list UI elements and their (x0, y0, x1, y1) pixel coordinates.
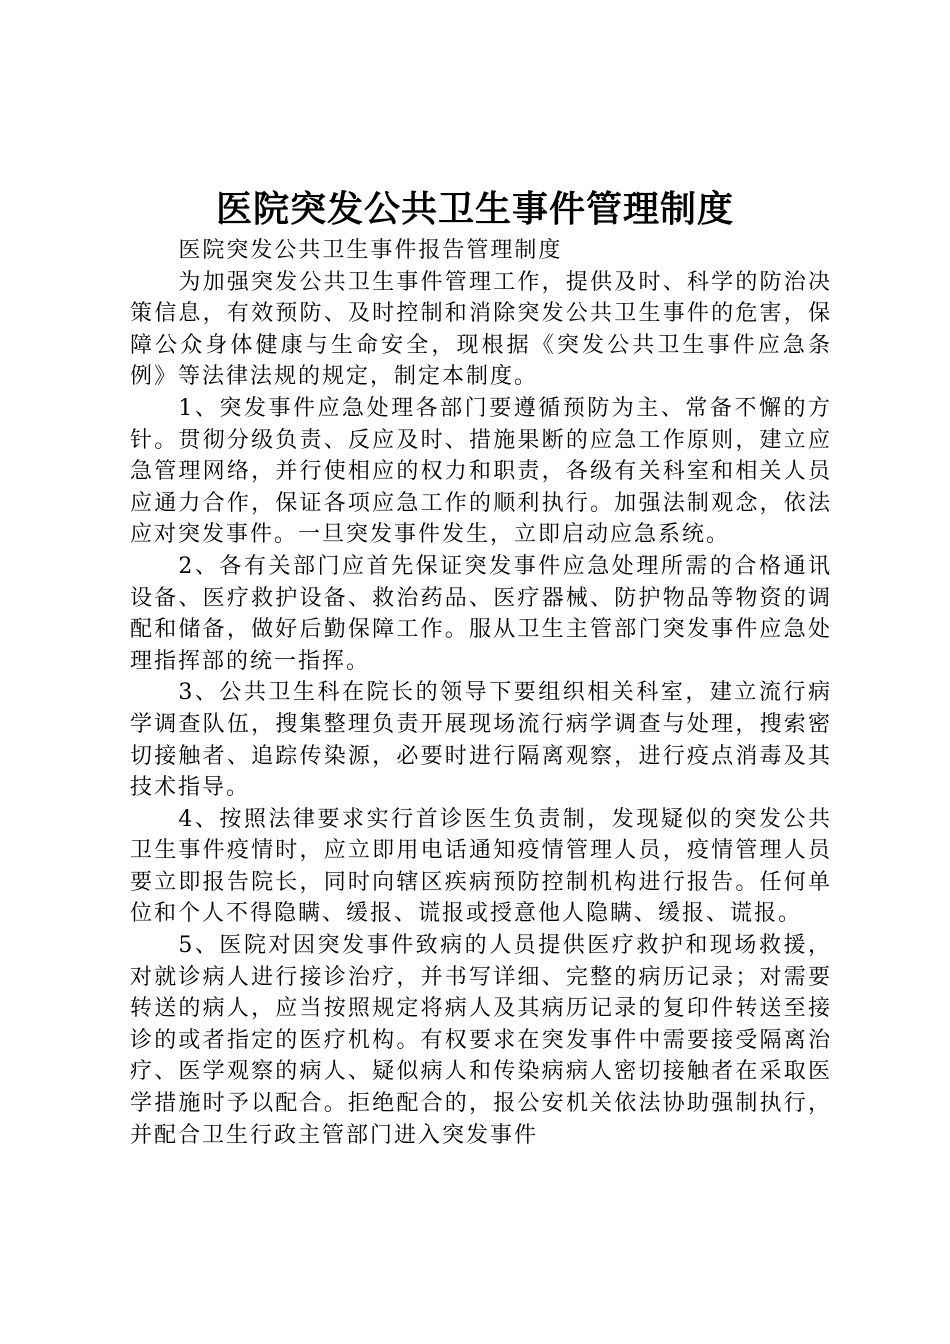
paragraph-item-2: 2、各有关部门应首先保证突发事件应急处理所需的合格通讯设备、医疗救护设备、救治药品、医疗器械、防护物品等物资的调配和储备，做好后勤保障工作。服从卫生主管部门突发事件应急处理指挥部的统一指挥。 (130, 553, 832, 674)
paragraph-item-4: 4、按照法律要求实行首诊医生负责制，发现疑似的突发公共卫生事件疫情时，应立即用电话通知疫情管理人员，疫情管理人员要立即报告院长，同时向辖区疾病预防控制机构进行报告。任何单位和个人不得隐瞒、缓报、谎报或授意他人隐瞒、缓报、谎报。 (130, 806, 832, 927)
document-body (130, 235, 832, 1151)
paragraph-item-3: 3、公共卫生科在院长的领导下要组织相关科室，建立流行病学调查队伍，搜集整理负责开展现场流行病学调查与处理，搜索密切接触者、追踪传染源，必要时进行隔离观察，进行疫点消毒及其技术指导。 (130, 680, 832, 801)
document-subtitle: 医院突发公共卫生事件报告管理制度 (178, 238, 563, 263)
paragraph-item-1: 1、突发事件应急处理各部门要遵循预防为主、常备不懈的方针。贯彻分级负责、反应及时、措施果断的应急工作原则，建立应急管理网络，并行使相应的权力和职责，各级有关科室和相关人员应通力合作，保证各项应急工作的顺利执行。加强法制观念，依法应对突发事件。一旦突发事件发生，立即启动应急系统。 (130, 395, 832, 548)
document-title: 医院突发公共卫生事件管理制度 (215, 188, 734, 230)
paragraph-intro: 为加强突发公共卫生事件管理工作，提供及时、科学的防治决策信息，有效预防、及时控制和消除突发公共卫生事件的危害，保障公众身体健康与生命安全，现根据《突发公共卫生事件应急条例》等法律法规的规定，制定本制度。 (130, 269, 832, 390)
paragraph-item-5: 5、医院对因突发事件致病的人员提供医疗救护和现场救援，对就诊病人进行接诊治疗，并书写详细、完整的病历记录；对需要转送的病人，应当按照规定将病人及其病历记录的复印件转送至接诊的或者指定的医疗机构。有权要求在突发事件中需要接受隔离治疗、医学观察的病人、疑似病人和传染病病人密切接触者在采取医学措施时予以配合。拒绝配合的，报公安机关依法协助强制执行，并配合卫生行政主管部门进入突发事件 (130, 933, 832, 1148)
